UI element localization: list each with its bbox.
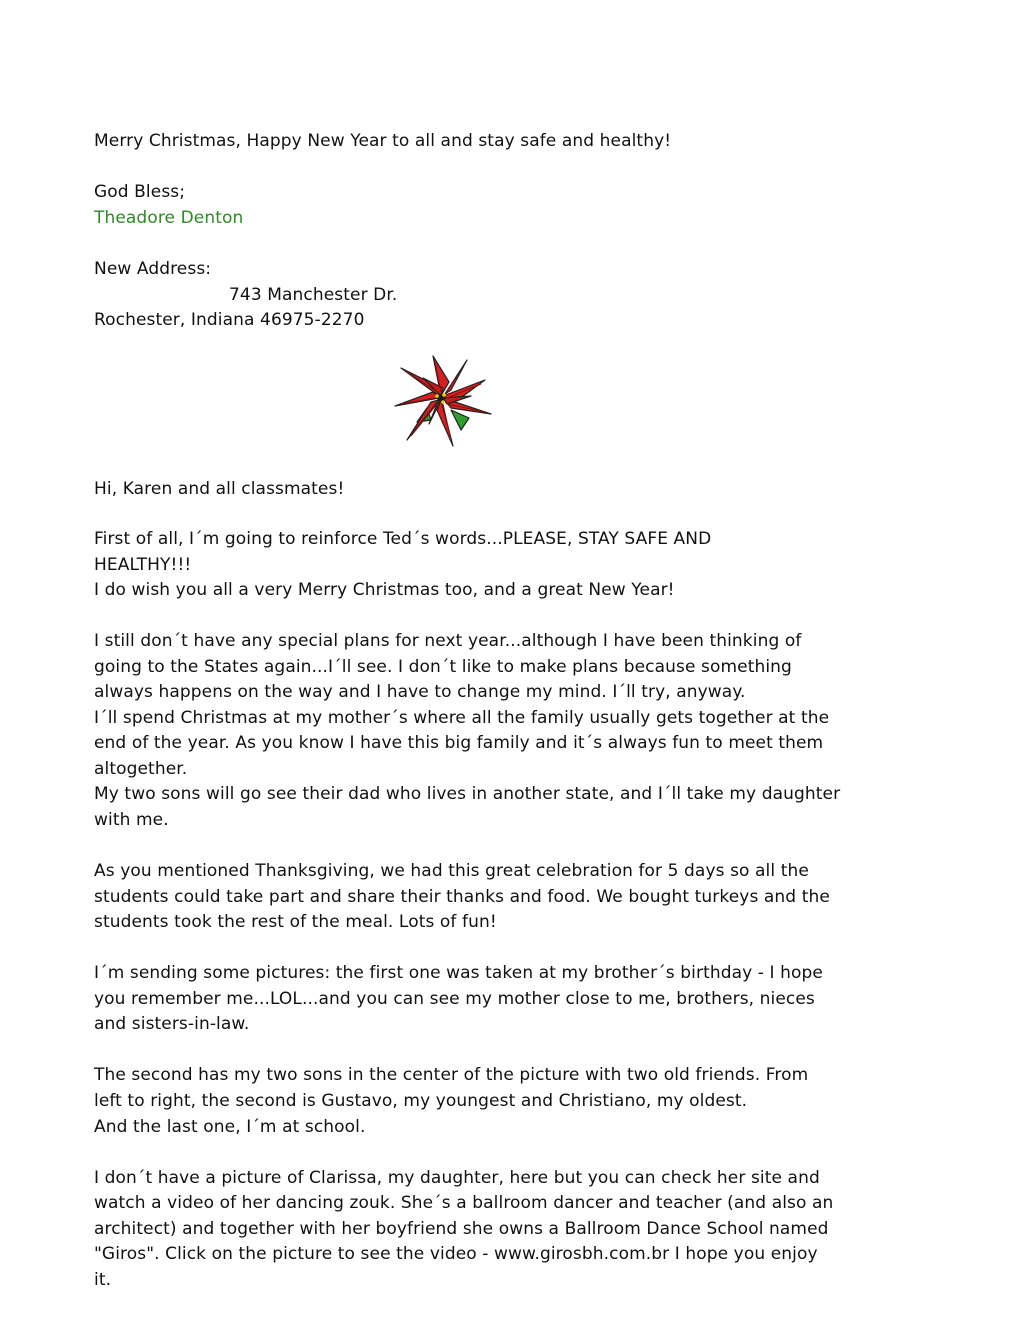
paragraph-line: students could take part and share their thanks and food. We bought turkeys and the: [94, 887, 830, 907]
paragraph-line: My two sons will go see their dad who lives in another state, and I´ll take my daughter: [94, 784, 841, 804]
paragraph-line: students took the rest of the meal. Lots of fun!: [94, 912, 497, 932]
paragraph-line: going to the States again...I´ll see. I don´t like to make plans because something: [94, 657, 792, 677]
paragraph-line: watch a video of her dancing zouk. She´s a ballroom dancer and teacher (and also an: [94, 1193, 834, 1213]
paragraph-line: I do wish you all a very Merry Christmas too, and a great New Year!: [94, 580, 675, 600]
paragraph-line: As you mentioned Thanksgiving, we had this great celebration for 5 days so all the: [94, 861, 809, 881]
paragraph-line: you remember me...LOL...and you can see my mother close to me, brothers, nieces: [94, 989, 815, 1009]
paragraph-line: I´ll spend Christmas at my mother´s where all the family usually gets together at the: [94, 708, 830, 728]
address-street: 743 Manchester Dr.: [229, 285, 398, 305]
paragraph-line: "Giros". Click on the picture to see the video - www.girosbh.com.br I hope you enjoy: [94, 1244, 818, 1264]
paragraph-line: And the last one, I´m at school.: [94, 1117, 366, 1137]
signature: Theadore Denton: [94, 208, 244, 228]
paragraph-line: it.: [94, 1270, 112, 1290]
closing-line: God Bless;: [94, 182, 186, 202]
paragraph-line: end of the year. As you know I have this big family and it´s always fun to meet them: [94, 733, 824, 753]
paragraph-line: I´m sending some pictures: the first one was taken at my brother´s birthday - I hope: [94, 963, 823, 983]
paragraph-line: with me.: [94, 810, 169, 830]
paragraph-line: The second has my two sons in the center of the picture with two old friends. From: [94, 1065, 809, 1085]
address-city: Rochester, Indiana 46975-2270: [94, 310, 365, 330]
paragraph-line: I don´t have a picture of Clarissa, my daughter, here but you can check her site and: [94, 1168, 820, 1188]
paragraph-line: I still don´t have any special plans for next year...although I have been thinking of: [94, 631, 802, 651]
address-label: New Address:: [94, 259, 212, 279]
poinsettia-icon: [393, 352, 497, 452]
paragraph-line: and sisters-in-law.: [94, 1014, 250, 1034]
greeting-line: Merry Christmas, Happy New Year to all and stay safe and healthy!: [94, 131, 672, 151]
paragraph-line: First of all, I´m going to reinforce Ted´s words...PLEASE, STAY SAFE AND: [94, 529, 712, 549]
paragraph-line: left to right, the second is Gustavo, my youngest and Christiano, my oldest.: [94, 1091, 748, 1111]
paragraph-line: architect) and together with her boyfriend she owns a Ballroom Dance School named: [94, 1219, 829, 1239]
paragraph-line: HEALTHY!!!: [94, 555, 192, 575]
paragraph-line: always happens on the way and I have to change my mind. I´ll try, anyway.: [94, 682, 746, 702]
salutation: Hi, Karen and all classmates!: [94, 479, 345, 499]
paragraph-line: altogether.: [94, 759, 188, 779]
